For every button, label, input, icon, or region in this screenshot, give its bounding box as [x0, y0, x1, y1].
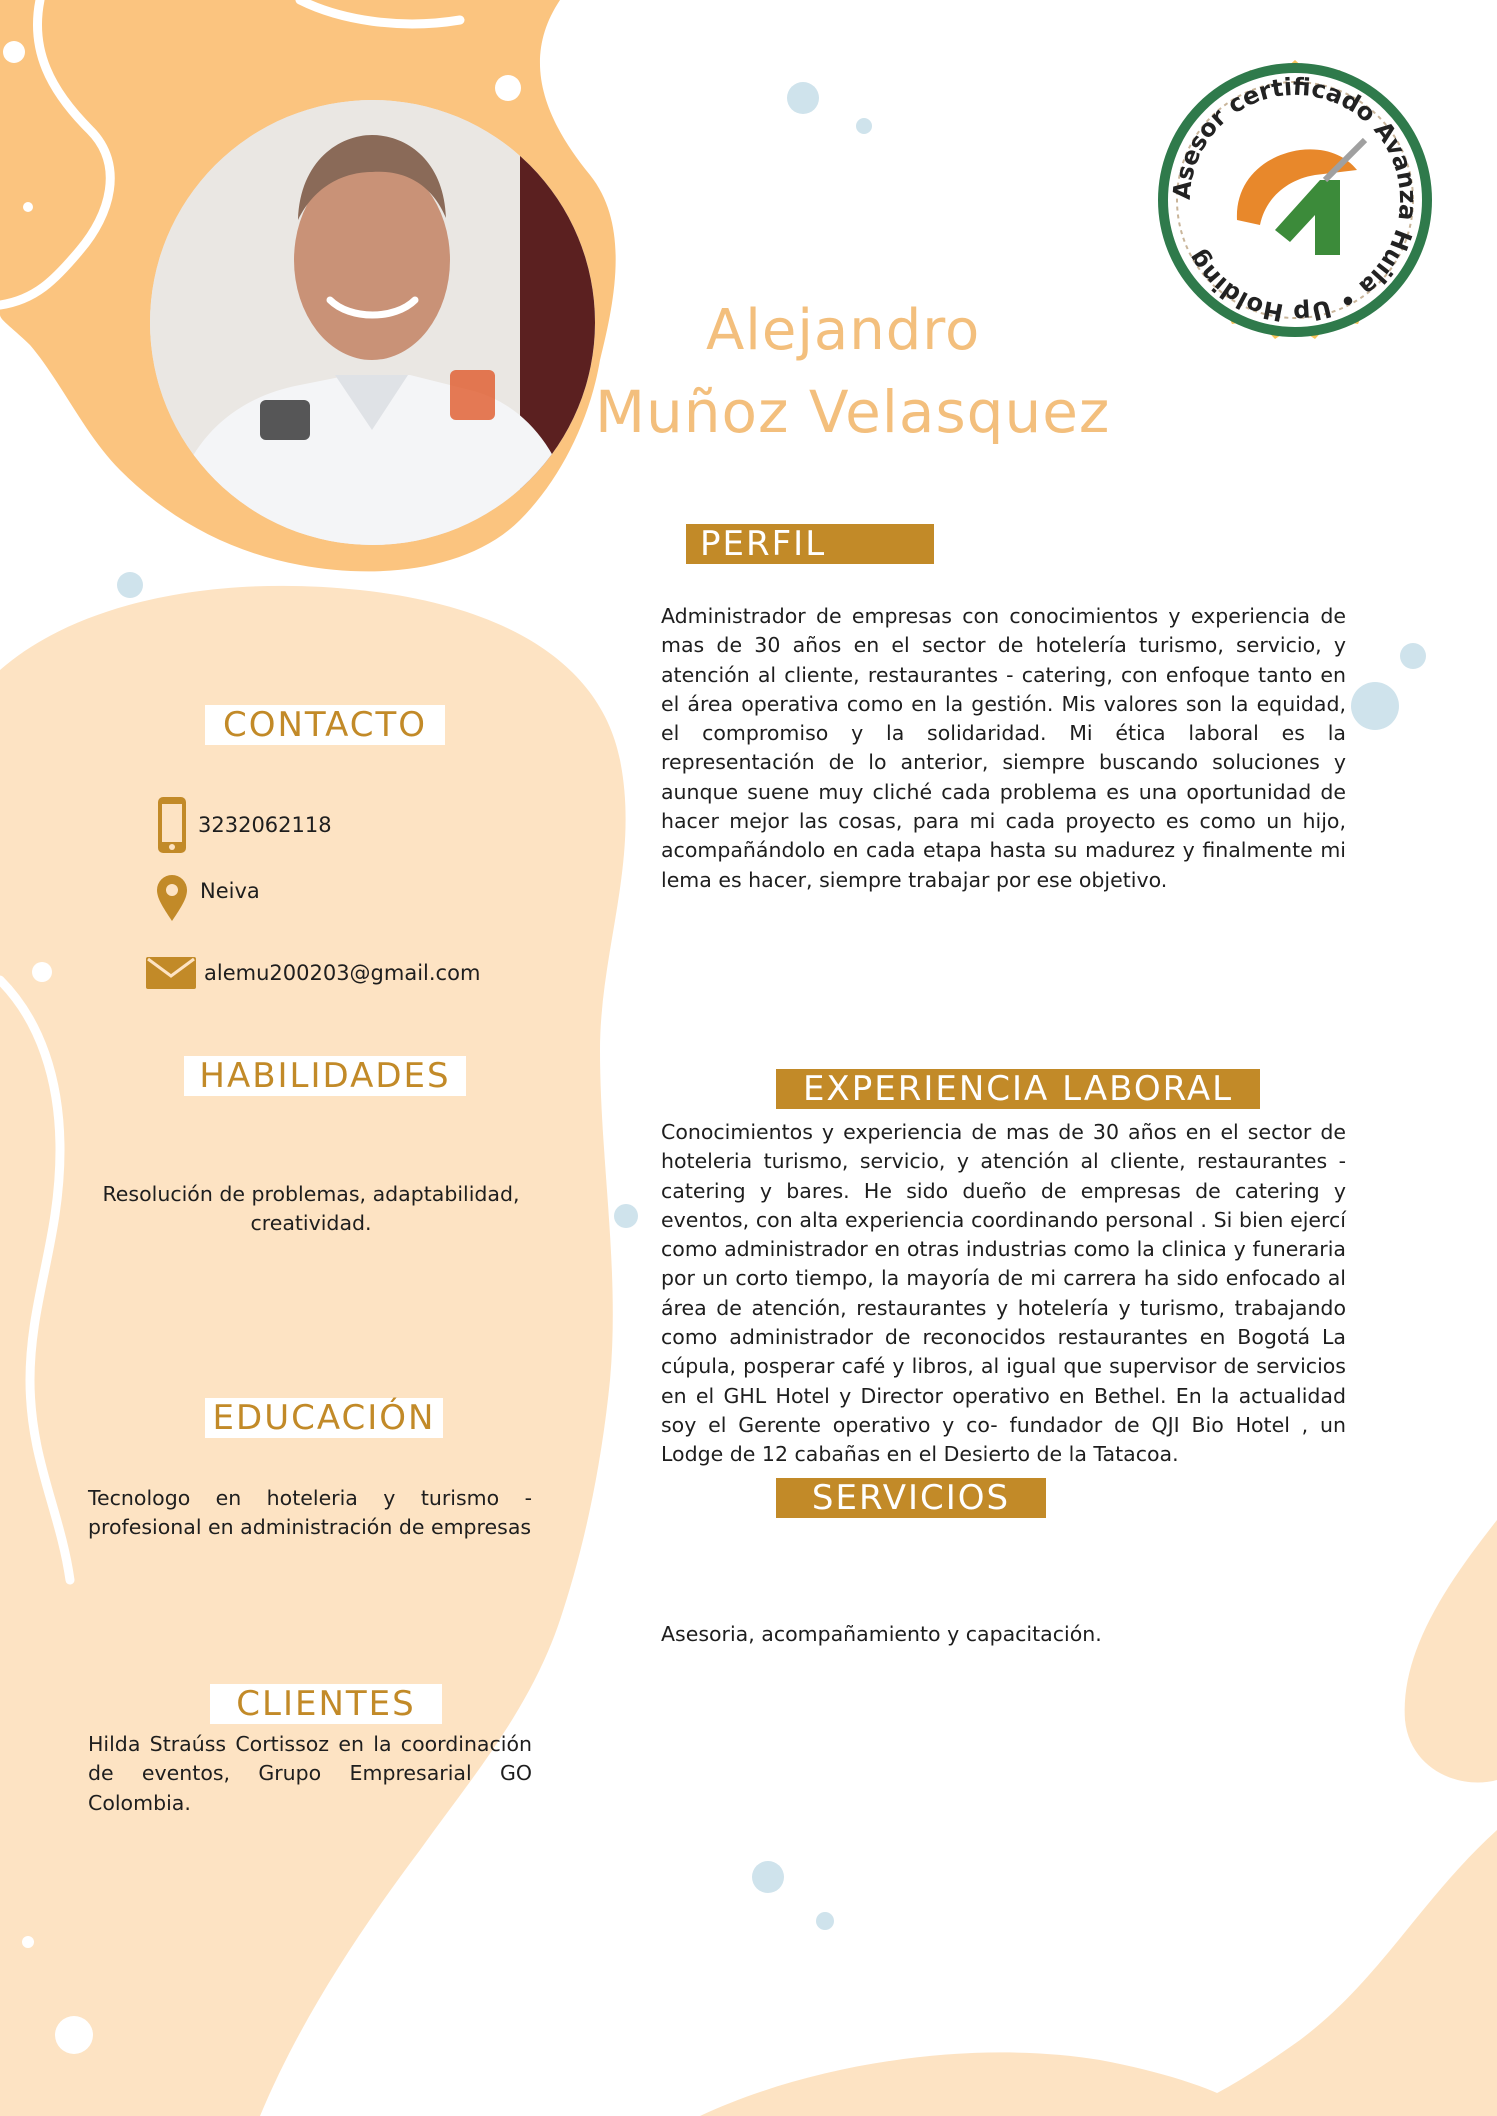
habilidades-heading: HABILIDADES	[184, 1056, 466, 1096]
profile-photo	[150, 100, 595, 545]
educacion-text: Tecnologo en hoteleria y turismo - profesional en administración de empresas	[88, 1486, 532, 1540]
educacion-heading: EDUCACIÓN	[205, 1398, 443, 1438]
clientes-text: Hilda Straúss Cortissoz en la coordinación de eventos, Grupo Empresarial GO Colombia.	[88, 1732, 532, 1815]
city: Neiva	[200, 879, 260, 903]
seal-text: Asesor certificado Avanza Huila • Up Holding	[1167, 72, 1423, 328]
perfil-text: Administrador de empresas con conocimientos y experiencia de mas de 30 años en el sector de hotelería turismo, servicio, y atención al cliente, restaurantes - catering, con enfoque tanto en el área operativa como en la gestión. Mis valores son la equidad, el compromiso y la solidaridad. Mi ética laboral es la representación de lo anterior, siempre buscando soluciones y aunque suene muy cliché cada problema es una oportunidad de hacer mejor las cosas, para mi cada proyecto es como un hijo, acompañándolo en cada etapa hasta su madurez y finalmente mi lema es hacer, siempre trabajar por ese objetivo.	[661, 604, 1346, 892]
contact-city-row	[156, 874, 260, 922]
location-pin-icon	[156, 874, 188, 922]
experiencia-heading: EXPERIENCIA LABORAL	[776, 1069, 1260, 1109]
email-link[interactable]: alemu200203@gmail.com	[204, 961, 481, 985]
contact-phone-row	[156, 795, 332, 855]
certification-seal	[1125, 30, 1465, 370]
experiencia-text: Conocimientos y experiencia de mas de 30 años en el sector de hoteleria turismo, servicio, y atención al cliente, restaurantes - catering y bares. He sido dueño de empresas de catering y eventos, con alta experiencia coordinando personal . Si bien ejercí como administrador en otras industrias como la clinica y funeraria por un corto tiempo, la mayoría de mi carrera ha sido enfocado al área de atención, restaurantes y hotelería y turismo, trabajando como administrador de reconocidos restaurantes en Bogotá La cúpula, posperar café y libros, al igual que supervisor de servicios en el GHL Hotel y Director operativo en Bethel. En la actualidad soy el Gerente operativo y co- fundador de QJI Bio Hotel , un Lodge de 12 cabañas en el Desierto de la Tatacoa.	[661, 1120, 1346, 1467]
name-first: Alejandro	[706, 298, 981, 363]
phone-icon	[156, 795, 188, 855]
name-last: Muñoz Velasquez	[595, 378, 1111, 446]
contacto-heading: CONTACTO	[205, 705, 445, 745]
envelope-icon	[146, 955, 196, 991]
habilidades-text: Resolución de problemas, adaptabilidad, creatividad.	[102, 1182, 520, 1236]
clientes-heading: CLIENTES	[210, 1684, 442, 1724]
servicios-heading: SERVICIOS	[776, 1478, 1046, 1518]
contact-email-row	[146, 955, 480, 991]
phone-number: 3232062118	[198, 813, 332, 837]
perfil-heading: PERFIL	[686, 524, 934, 564]
servicios-text: Asesoria, acompañamiento y capacitación.	[661, 1622, 1102, 1646]
